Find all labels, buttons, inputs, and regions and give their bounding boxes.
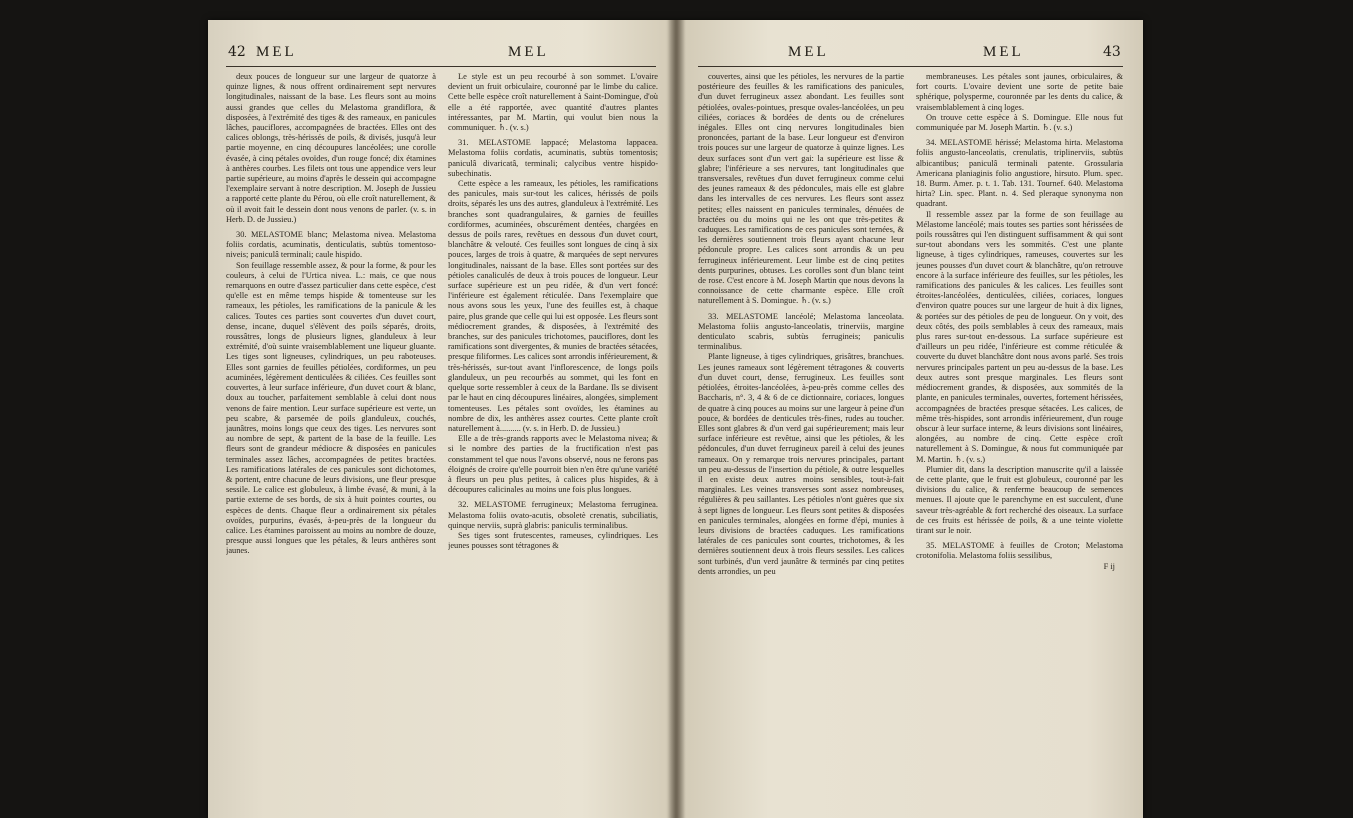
right-running-head-1: MEL <box>788 44 829 60</box>
paragraph: Elle a de très-grands rapports avec le Melastoma nivea; & si le nombre des parties de la fructification n'est pas constamment tel que nous l'avons observé, nous ne ferons pas éloignés de croire qu'elle pourroit bien n'en être qu'une variété à fleurs un peu plus petites, à calices plus hispides, & à découpures calicinales au moins une fois plus longues. <box>448 434 658 495</box>
left-running-head-1: MEL <box>256 44 297 60</box>
paragraph: Son feuillage ressemble assez, & pour la forme, & pour les couleurs, à celui de l'Urtica nivea. L.: mais, ce que nous remarquons en outre d'assez particulier dans cette espèce, c'est qu'elle est en même temps hispide & tomenteuse sur les rameaux, les pétioles, les ramifications de la panicule & les calices. Toutes ces parties sont couvertes d'un duvet court, dense, incane, duquel s'élèvent des poils séparés, droits, roussâtres, longs de plusieurs lignes, glanduleux à leur extrémité, d'où suinte vraisemblablement une liqueur gluante. Les tiges sont ligneuses, cylindriques, un peu raboteuses. Elles sont garnies de feuilles pétiolées, cordiformes, un peu acuminées, légèrement denticulées & ciliées. Ces feuilles sont couvertes, à leur surface inférieure, d'un duvet court & blanc, doux au toucher, parfaitement semblable à celui dont nous venons de faire mention. Leur surface supérieure est verte, un peu scabre, & parsemée de poils glanduleux, couchés, jaunâtres, moins longs que ceux des tiges. Les nervures sont au nombre de sept, & partent de la base de la feuille. Les fleurs sont de grandeur médiocre & disposées en panicules terminales assez lâches, accompagnées de petites bractées. Les ramifications latérales de ces panicules sont dichotomes, & portent, entre chacune de leurs divisions, une fleur presque sessile. Le calice est globuleux, à limbe évasé, & muni, à la partie externe de ses bords, de six à huit pointes courtes, ou espèces de dents. Chaque fleur a ordinairement six pétales ovoïdes, purpurins, évasés, à-peu-près de la longueur du calice. Les étamines paroissent au moins au nombre de douze, presque aussi longues que les pétales, & leurs anthères sont jaunes. <box>226 260 436 556</box>
left-header-rule <box>226 66 656 67</box>
paragraph: membraneuses. Les pétales sont jaunes, orbiculaires, & fort courts. L'ovaire devient une sorte de petite baie sphérique, polysperme, couronnée par les dents du calice, & vraisemblablement à cinq loges. <box>916 72 1123 112</box>
signature-mark: F ij <box>1103 561 1115 571</box>
entry-heading: 34. MELASTOME hérissé; Melastoma hirta. Melastoma foliis angusto-lanceolatis, crenulatis, triplinerviis, subtùs albicantibus; paniculâ terminali patente. Grossularia Americana planiaginis folio angustiore, hirsuto. Plum. spec. 18. Burm. Amer. p. t. 1. Tab. 131. Tournef. 640. Melastoma hirta? Lin. spec. Plant. n. 4. Sed pleraque synonyma non quadrant. <box>916 138 1123 209</box>
left-running-head-2: MEL <box>508 44 549 60</box>
entry-heading: 30. MELASTOME blanc; Melastoma nivea. Melastoma foliis cordatis, acuminatis, denticulatis, subtùs tomentoso-niveis; paniculâ terminali; caule hispido. <box>226 230 436 260</box>
entry-heading: 32. MELASTOME ferrugineux; Melastoma ferruginea. Melastoma foliis ovato-acutis, obsoletè crenatis, subciliatis, quinque nerviis, suprà glabris: paniculis terminalibus. <box>448 500 658 530</box>
left-column-2 <box>448 72 658 742</box>
paragraph: Le style est un peu recourbé à son sommet. L'ovaire devient un fruit orbiculaire, couronné par le limbe du calice. Cette belle espèce croît naturellement à Saint-Domingue, d'où elle a été rapportée, avec quantité d'autres plantes intéressantes, par M. Martin, qui voulut bien nous la communiquer. ♄. (v. s.) <box>448 72 658 133</box>
book-spread <box>208 20 1143 818</box>
right-page <box>678 20 1143 818</box>
right-header-rule <box>698 66 1123 67</box>
paragraph: deux pouces de longueur sur une largeur de quatorze à quinze lignes, & nous offrent ordinairement sept nervures longitudinales, naissant de la base. Les fleurs sont au moins aussi grandes que celles du Melastoma grandiflora, & disposées, à l'extrémité des tiges & des rameaux, en panicules lâches, pauciflores, accompagnées de bractées. Elles ont des calices oblongs, très-hérissés de poils, & divisés, jusqu'à leur partie moyenne, en cinq découpures lancéolées; une corolle évasée, à cinq pétales ovoïdes, d'un rouge foncé; dix étamines à anthères courbes. Les filets ont tous une appendice vers leur partie supérieure, au moins d'après le dessein qui accompagne l'exemplaire servant à notre description. M. Joseph de Jussieu a rapporté cette plante du Pérou, où elle croît naturellement, & où il avoit fait le dessein dont nous venons de parler. (v. s. in Herb. D. de Jussieu.) <box>226 72 436 224</box>
right-column-2 <box>916 72 1123 802</box>
left-page-number: 42 <box>228 44 246 60</box>
paragraph: On trouve cette espèce à S. Domingue. Elle nous fut communiquée par M. Joseph Martin. ♄. (v. s.) <box>916 112 1123 133</box>
entry-heading: 35. MELASTOME à feuilles de Croton; Melastoma crotonifolia. Melastoma foliis sessilibus, <box>916 541 1123 561</box>
paragraph: Plumier dit, dans la description manuscrite qu'il a laissée de cette plante, que le fruit est globuleux, couronné par les divisions du calice, & renferme beaucoup de semences menues. Il ajoute que le parenchyme en est succulent, d'une saveur très-agréable & fort recherché des oiseaux. La surface de ces fruits est hérissée de poils, & a une teinte violette tirant sur le noir. <box>916 464 1123 535</box>
paragraph: couvertes, ainsi que les pétioles, les nervures de la partie postérieure des feuilles & les ramifications des panicules, d'un duvet ferrugineux assez abondant. Les feuilles sont pétiolées, ovales-pointues, presque ovales-lancéolées, un peu ciliées, coriaces & bordées de dents ou de crénelures inégales. Elles ont cinq nervures longitudinales bien prononcées, partant de la base. Leur longueur est d'environ trois pouces sur une largeur de quatorze à quinze lignes. Les deux surfaces sont d'un vert gai: la supérieure est lisse & glabre; l'inférieure a ses nervures, tant longitudinales que transversales, revêtues d'un duvet ferrugineux comme celui des jeunes rameaux & des pédoncules, mais elle est glabre dans les intervalles de ces nervures. Les fleurs sont assez petites; elles naissent en panicules terminales, dénuées de bractées ou du moins qui ne les ont que très-petites & caduques. Les ramifications de ces panicules sont ternées, & les dernières soutiennent trois fleurs ayant chacune leur pédoncule propre. Les calices sont arrondis & un peu ferrugineux inférieurement. Leur limbe est de cinq petites dents purpurines, obtuses. Les corolles sont d'un blanc teint de rose. C'est encore à M. Joseph Martin que nous devons la connoissance de cette charmante espèce. Elle croît naturellement à S. Domingue. ♄. (v. s.) <box>698 72 904 306</box>
entry-heading: 31. MELASTOME lappacé; Melastoma lappacea. Melastoma foliis cordatis, acuminatis, subtùs tomentosis; paniculâ divaricatâ, terminali; calycibus ventre hispido-subechinatis. <box>448 138 658 178</box>
paragraph: Cette espèce a les rameaux, les pétioles, les ramifications des panicules, mais sur-tout les calices, hérissés de poils droits, séparés les uns des autres, glanduleux à l'extrémité. Les branches sont quadrangulaires, & garnies de feuilles cordiformes, acuminées, obscurément dentées, chargées en dessus de poils rares, revêtues en dessous d'un duvet court, blanchâtre & velouté. Ces feuilles sont longues de cinq à six pouces, larges de trois à quatre, & marquées de sept nervures longitudinales, naissant de la base. Elles sont portées sur des pétioles canaliculés de deux à trois pouces de longueur. Leur surface supérieure est un peu ridée, & d'un vert foncé: l'inférieure est également réticulée. Dans l'exemplaire que nous avons sous les yeux, l'une des feuilles est, à chaque paire, plus grande que celle qui lui est opposée. Les fleurs sont médiocrement grandes, & disposées, à l'extrémité des branches, sur des panicules trichotomes, pauciflores, dont les ramifications sont divergentes, & munies de bractées sétacées, presque filiformes. Les calices sont arrondis inférieurement, & très-hérissés, sur-tout avant l'inflorescence, de longs poils glanduleux, un peu recourbés au sommet, qui les font en quelque sorte ressembler à ceux de la Bardane. Ils se divisent par le haut en cinq découpures linéaires, alongées, simplement tomenteuses. Les pétales sont ovoïdes, les étamines au nombre de dix, les anthères assez courtes. Cette plante croît naturellement à.......... (v. s. in Herb. D. de Jussieu.) <box>448 179 658 433</box>
right-page-number: 43 <box>1103 44 1121 60</box>
right-running-head-2: MEL <box>983 44 1024 60</box>
left-column-1 <box>226 72 436 807</box>
left-page <box>208 20 678 818</box>
paragraph: Ses tiges sont frutescentes, rameuses, cylindriques. Les jeunes pousses sont tétragones & <box>448 530 658 551</box>
entry-heading: 33. MELASTOME lancéolé; Melastoma lanceolata. Melastoma foliis angusto-lanceolatis, trinerviis, margine denticulato scabris, subtùs ferrugineis; paniculis terminalibus. <box>698 311 904 352</box>
right-column-1 <box>698 72 904 802</box>
paragraph: Plante ligneuse, à tiges cylindriques, grisâtres, branchues. Les jeunes rameaux sont légèrement tétragones & couverts d'un duvet court, dense, ferrugineux. Les feuilles sont pétiolées, étroites-lancéolées, à-peu-près comme celles des Baccharis, n°. 3, 4 & 6 de ce dictionnaire, coriaces, longues de quatre à cinq pouces au moins sur une largeur à peine d'un pouce, & bordées de denticules très-fines, rudes au toucher. Elles sont glabres & d'un verd gai supérieurement; mais leur surface inférieure est revêtue, ainsi que les pétioles, & les pédoncules, d'un duvet ferrugineux pareil à celui des jeunes rameaux. On y remarque trois nervures principales, partant un peu au-dessus de l'insertion du pétiole, & outre lesquelles il en existe deux autres moins sensibles, tout-à-fait marginales. Les veines transverses sont assez nombreuses, régulières & peu saillantes. Les pétioles n'ont guères que six à sept lignes de longueur. Les fleurs sont petites & disposées en panicules terminales, alongées en forme d'épi, munies à leurs divisions de bractées caduques. Les ramifications latérales de ces panicules sont courtes, trichotomes, & les dernières soutiennent deux à trois fleurs sessiles. Les calices sont turbinés, d'un verd jaunâtre & terminés par cinq petites dents arrondies, un peu <box>698 352 904 576</box>
paragraph: Il ressemble assez par la forme de son feuillage au Mélastome lancéolé; mais toutes ses parties sont hérissées de poils roussâtres qui l'en distinguent suffisamment & qui sont sur-tout abondans vers les sommités. C'est une plante ligneuse, à tiges cylindriques, rameuses, couvertes sur les jeunes pousses d'un duvet court & blanchâtre, qu'on retrouve encore à la surface inférieure des feuilles, sur les pétioles, les ramifications des panicules & les calices. Les feuilles sont étroites-lancéolées, denticulées, ciliées, coriaces, longues d'environ quatre pouces sur une largeur de huit à dix lignes, & portées sur des pétioles de peu de longueur. On y voit, des deux côtés, des poils semblables à ceux des rameaux, mais plus rares sur-tout en-dessous. La surface supérieure est d'ailleurs un peu ridée, l'inférieure est comme réticulée & couverte du duvet blanchâtre dont nous avons parlé. Ses trois nervures principales partent un peu au-dessus de la base. Les deux autres sont presque marginales. Les fleurs sont médiocrement grandes, & disposées, aux sommités de la plante, en panicules terminales, ouvertes, fortement hérissées, accompagnées de bractées presque sétacées. Les calices, de même très-hispides, sont arrondis inférieurement, d'un rouge obscur à leur surface interne, & leurs divisions sont linéaires, alongées, au nombre de cinq. Cette espèce croît naturellement à S. Domingue, & nous fut communiquée par M. Martin. ♄. (v. s.) <box>916 209 1123 464</box>
